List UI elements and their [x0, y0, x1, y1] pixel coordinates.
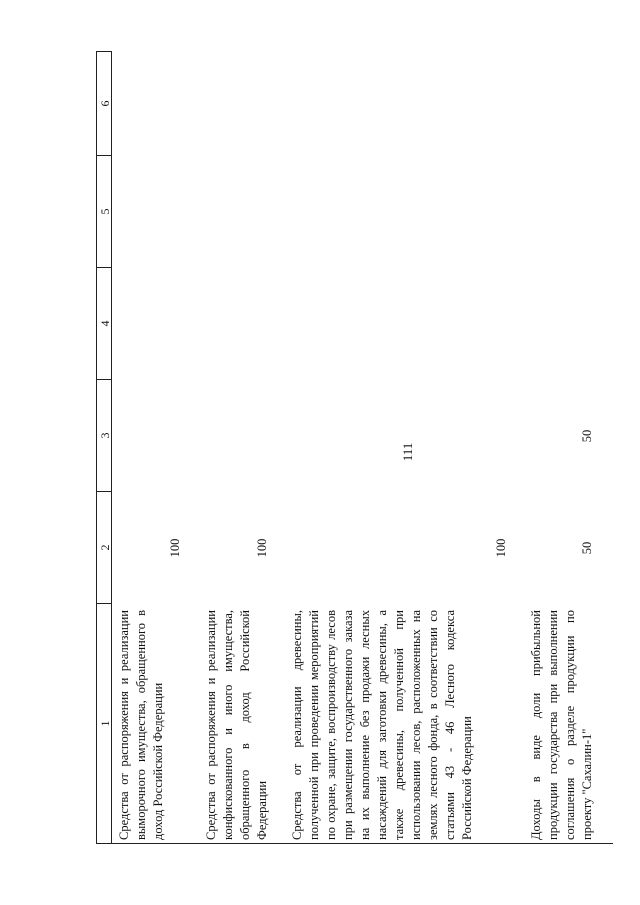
row-3-col2-value: 100	[494, 538, 508, 558]
header-col-2: 2	[96, 492, 112, 604]
row-1-col2-value: 100	[168, 538, 182, 558]
rotated-revenue-table	[96, 51, 613, 844]
header-col-5: 5	[96, 156, 112, 268]
row-2-description: Средства от распоряжения и реализации конфискованного и иного имущества, обращенного в доход Российской Федерации	[204, 610, 269, 840]
row-4-col3-value: 50	[580, 429, 594, 443]
table-left-border	[112, 843, 613, 844]
header-col-4: 4	[96, 268, 112, 380]
header-col-6: 6	[96, 51, 112, 156]
row-2-col2-value: 100	[255, 538, 269, 558]
page-number: 111	[400, 442, 415, 462]
row-3-description: Средства от реализации древесины, полученной при проведении мероприятий по охране, защите, воспроизводству лесов при размещении государственного заказа на их выполнение без продажи лесных насаждений для заготовки древесины, а также древесины, полученной при использовании лесов, расположенных на землях лесного фонда, в соответствии со статьями 43 - 46 Лесного кодекса Российской Федерации	[290, 610, 474, 840]
header-col-3: 3	[96, 380, 112, 492]
row-4-col2-value: 50	[580, 541, 594, 555]
row-4-description: Доходы в виде доли прибыльной продукции государства при выполнении соглашения о разделе продукции по проекту "Сахалин-1"	[529, 610, 594, 840]
header-col-1: 1	[96, 604, 112, 844]
row-1-description: Средства от распоряжения и реализации выморочного имущества, обращенного в доход Российской Федерации	[117, 610, 165, 840]
